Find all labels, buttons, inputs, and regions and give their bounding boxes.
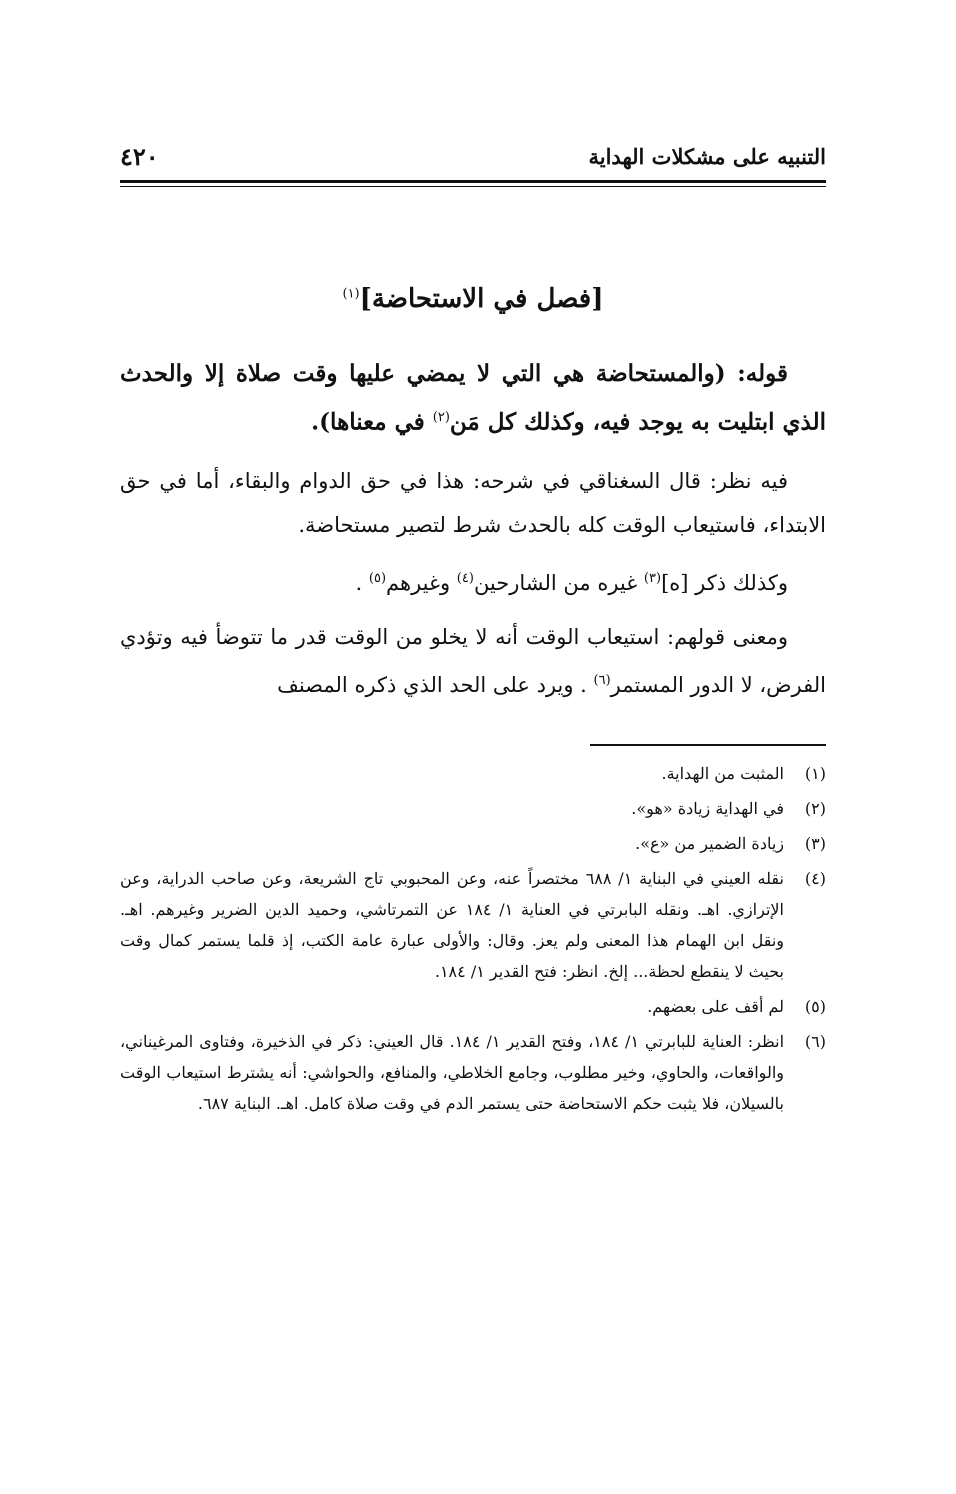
quote-text-2: في معناها).	[311, 408, 433, 436]
p2-text-a: وكذلك ذكر [ه]	[661, 570, 788, 595]
footnote-ref: (٤)	[456, 570, 474, 586]
footnote-item	[120, 863, 826, 987]
footnote-ref: (٣)	[643, 570, 662, 586]
footnote-number: (٦)	[804, 1032, 826, 1051]
footnote-number: (٤)	[804, 869, 826, 888]
footnote-item	[120, 991, 826, 1022]
footnote-ref: (٢)	[432, 410, 450, 425]
footnote-separator	[590, 744, 826, 746]
header-rule-thick	[120, 180, 826, 183]
section-title-text: [فصل في الاستحاضة]	[359, 284, 604, 314]
page-number: ٤٢٠	[120, 142, 159, 171]
quote-text-1: قوله: (والمستحاضة هي التي لا يمضي عليها وقت صلاة إلا والحدث الذي ابتليت به يوجد فيه، وكذلك كل مَن	[120, 360, 826, 436]
footnote-ref: (٦)	[593, 672, 611, 688]
footnote-text: نقله العيني في البناية ١/ ٦٨٨ مختصراً عنه، وعن المحبوبي تاج الشريعة، وعن صاحب الدراية، وعن الإترازي. اهـ. ونقله البابرتي في العناية ١/ ١٨٤ عن التمرتاشي، وحميد الدين الضرير وغيرهم. اهـ. ونقل ابن الهمام هذا المعنى ولم يعز. وقال: والأولى عبارة عامة الكتب، إذ قلما يستمر كمال وقت بحيث لا ينقطع لحظة... إلخ. انظر: فتح القدير ١/ ١٨٤.	[120, 869, 784, 981]
footnote-item	[120, 1026, 826, 1119]
paragraph-1: فيه نظر: قال السغناقي في شرحه: هذا في حق الدوام والبقاء، أما في حق الابتداء، فاستيعاب الوقت كله بالحدث شرط لتصير مستحاضة.	[120, 468, 826, 537]
footnote-text: في الهداية زيادة «هو».	[631, 799, 784, 818]
footnote-text: انظر: العناية للبابرتي ١/ ١٨٤، وفتح القدير ١/ ١٨٤. قال العيني: ذكر في الذخيرة، وفتاوى المرغيناني، والواقعات، والحاوي، وخير مطلوب، وجامع الخلاطي، والمنافع، والحواشي: أنه يشترط استيعاب الوقت بالسيلان، فلا يثبت حكم الاستحاضة حتى يستمر الدم في وقت صلاة كامل. اهـ. البناية ٦٨٧.	[120, 1032, 785, 1113]
p3-text-a: ومعنى قولهم: استيعاب الوقت أنه لا يخلو من الوقت قدر ما تتوضأ فيه وتؤدي الفرض، لا الدور المستمر	[120, 624, 826, 697]
footnotes	[120, 758, 826, 1123]
p3-text-b: . ويرد على الحد الذي ذكره المصنف	[277, 672, 594, 697]
footnote-ref: (٥)	[368, 570, 387, 586]
p2-text-d: .	[355, 570, 369, 595]
p2-text-c: وغيرهم	[386, 570, 457, 595]
footnote-item	[120, 758, 826, 789]
footnote-ref: (١)	[342, 286, 360, 302]
p2-text-b: غيره من الشارحين	[473, 570, 644, 595]
header-title: التنبيه على مشكلات الهداية	[588, 144, 826, 169]
header-rule-thin	[120, 186, 826, 187]
footnote-number: (٢)	[804, 799, 826, 818]
footnote-text: لم أقف على بعضهم.	[647, 997, 784, 1016]
footnote-item	[120, 828, 826, 859]
section-title	[120, 284, 826, 314]
quoted-text	[120, 352, 826, 445]
footnote-text: المثبت من الهداية.	[661, 764, 784, 783]
footnote-number: (٥)	[804, 997, 826, 1016]
footnote-item	[120, 793, 826, 824]
paragraph-3	[120, 615, 826, 707]
footnote-number: (١)	[804, 764, 826, 783]
footnote-text: زيادة الضمير من «ع».	[635, 834, 784, 853]
running-header	[120, 140, 826, 176]
paragraph-2	[120, 557, 826, 605]
footnote-number: (٣)	[804, 834, 826, 853]
main-text	[120, 352, 826, 717]
